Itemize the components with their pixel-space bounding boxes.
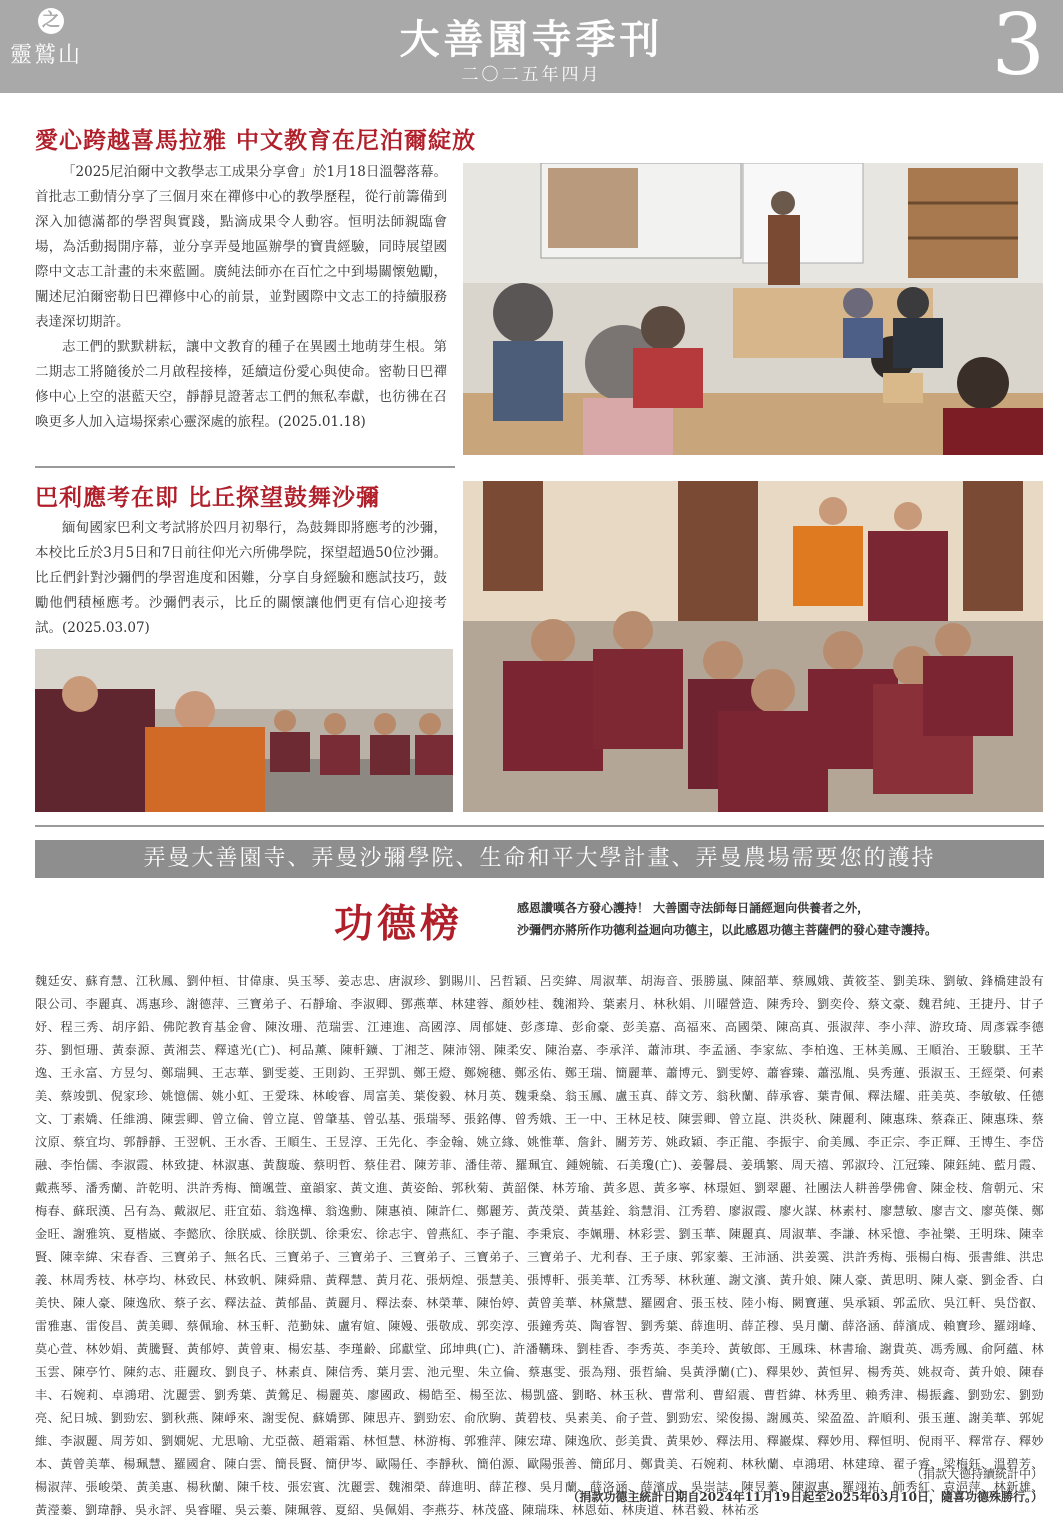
article2-paragraph-1: 緬甸國家巴利文考試將於四月初舉行，為鼓舞即將應考的沙彌，本校比丘於3月5日和7日前往仰光六所佛學院，探望超過50位沙彌。比丘們針對沙彌們的學習進度和困難，分享自身經驗和應試技巧，鼓勵他們積極應考。沙彌們表示，比丘的關懷讓他們更有信心迎接考試。(2025.03.07) — [35, 520, 447, 636]
article1-body — [35, 160, 447, 435]
logo-text: 靈鷲山 — [10, 43, 83, 68]
merit-gratitude-note — [517, 897, 1017, 941]
section-divider — [35, 825, 1044, 827]
masthead — [0, 0, 1063, 93]
merit-list-title: 功德榜 — [334, 901, 464, 947]
article-divider — [35, 466, 455, 468]
article2-title: 巴利應考在即 比丘探望鼓舞沙彌 — [35, 484, 381, 511]
ongoing-count-note: （捐款大德持續統計中） — [910, 1467, 1043, 1481]
page-number: 3 — [991, 0, 1045, 94]
article1-paragraph-2: 志工們的默默耕耘，讓中文教育的種子在異國土地萌芽生根。第二期志工將隨後於二月啟程接棒，延續這份愛心與使命。密勒日巴禪修中心上空的湛藍天空，靜靜見證著志工們的無私奉獻，也彷彿在召喚更多人加入這場探索心靈深處的旅程。(2025.01.18) — [35, 339, 447, 430]
support-banner: 弄曼大善園寺、弄曼沙彌學院、生命和平大學計畫、弄曼農場需要您的護持 — [35, 840, 1044, 878]
merit-note-line-1: 感恩讚嘆各方發心護持！ 大善園寺法師每日誦經迴向供養者之外， — [517, 901, 870, 915]
volunteer-sharing-photo — [463, 163, 1043, 455]
article1-paragraph-1: 「2025尼泊爾中文教學志工成果分享會」於1月18日溫馨落幕。首批志工動情分享了三個月來在禪修中心的教學歷程，從行前籌備到深入加德滿都的學習與實踐，點滴成果令人動容。恒明法師親臨會場，為活動揭開序幕，並分享弄曼地區辦學的寶貴經驗，同時展望國際中文志工計畫的未來藍圖。廣純法師亦在百忙之中到場關懷勉勵，闡述尼泊爾密勒日巴禪修中心的前景，並對國際中文志工的持續服務表達深切期許。 — [35, 164, 447, 330]
issue-date: 二〇二五年四月 — [461, 65, 602, 85]
donor-list: 魏廷安、蘇育慧、江秋鳳、劉仲桓、甘偉康、吳玉琴、姜志忠、唐淑珍、劉賜川、呂哲穎、呂奕緯、周淑華、胡海音、張勝嵐、陳韶華、蔡鳳娥、黃筱荃、劉美珠、劉敏、鋒橋建設有限公司、李麗真、馮惠珍、謝德萍、三寶弟子、石靜瑜、李淑卿、鄧燕華、林建蓉、顏妙桂、魏湘羚、葉素月、林秋娟、川曜營造、陳秀玲、劉奕伶、蔡文豪、魏君純、王捷丹、甘子妤、程三秀、胡序鉛、佛陀教育基金會、陳汝珊、范瑞雲、江連進、高國淳、周郁婕、彭彥瑋、彭俞豪、彭美嘉、高福來、高國榮、陳高真、張淑萍、李小萍、游玫琦、周彥霖李德芬、劉恒珊、黃泰源、黃湘芸、釋遠光(亡)、柯品薰、陳軒鑛、丁湘芝、陳沛翎、陳柔安、陳治嘉、李承洋、蕭沛琪、李孟涵、李家紘、李柏逸、王林美鳳、王順治、王駿騏、王芊逸、王永富、方昱匀、鄭瑞興、王志華、劉雯菱、王則鈞、王羿凱、鄭王燈、鄭婉穗、鄭丞佑、鄭王瑞、簡麗華、蕭博元、劉雯婷、蕭睿臻、蕭泓胤、吳秀蓮、張淑玉、王經榮、何素美、蔡竣凱、倪家珍、姚憶儒、姚小虹、王愛珠、林峻睿、周富美、葉俊毅、林月英、魏秉燊、翁玉鳳、盧玉真、薛文芳、翁秋蘭、薛承睿、葉青佩、釋法耀、莊美英、李敏敏、任德文、丁素嬌、任維鴻、陳雲卿、曾立倫、曾立崑、曾肇基、曾弘基、張瑞琴、張銘傳、曾秀娥、王一中、王林足枝、陳雲卿、曾立崑、洪炎秋、陳麗利、陳惠珠、蔡森正、陳惠珠、蔡汶原、蔡宜均、郭靜靜、王翌帆、王水香、王順生、王昱淳、王先化、李金翰、姚立緣、姚惟華、詹針、關芳芳、姚政穎、李正龍、李振宇、俞美鳳、李正宗、李正輝、王博生、李岱融、李怡儒、李淑霞、林致捷、林淑惠、黃馥璇、蔡明哲、蔡佳君、陳芳菲、潘佳蒂、羅珮宜、鍾婉毓、石美瓊(亡)、姜馨晨、姜瑀繁、周天禧、郭淑玲、江冠臻、陳鈺純、藍月霞、戴燕琴、潘秀蘭、許乾明、洪許秀梅、簡颯萱、童韻家、黃文進、黃姿飴、郭秋菊、黃韶傑、林芳瑜、黃多恩、黃多寧、林璟姮、劉翠麗、社團法人耕善學佛會、陳金枝、詹朝元、宋梅春、蘇珉漢、呂有為、戴淑尼、莊宜茹、翁逸樺、翁逸勳、陳惠禎、陳許仁、鄭麗芳、黃茂榮、黃基銓、翁慧涓、江秀碧、廖淑霞、廖火謀、林素村、廖慧敏、廖吉文、廖英傑、鄭金旺、謝雅筑、夏楷崴、李懿欣、徐朕威、徐朕凱、徐秉宏、徐志宇、曾燕紅、李子龍、李秉宸、李姵珊、林彩雲、劉玉華、陳麗真、周淑華、李謙、林采憶、李祉樂、王明珠、陳幸賢、陳幸緯、宋春香、三寶弟子、無名氏、三寶弟子、三寶弟子、三寶弟子、三寶弟子、三寶弟子、尤利春、王子康、郭家蓁、王沛涵、洪姜霙、洪許秀梅、張楊白梅、張書維、洪忠義、林周秀枝、林亭均、林致民、林致帆、陳舜鼎、黃釋慧、黃月花、張炳煌、張慧美、張博軒、張美華、江秀琴、林秋蓮、謝文濱、黃升娘、陳人豪、黃思明、陳人豪、劉金香、白美快、陳人豪、陳逸欣、蔡子玄、釋法益、黃郁晶、黃麗月、釋法泰、林榮華、陳怡婷、黃曾美華、林黛慧、羅國倉、張玉枝、陸小梅、闕寶蓮、吳承穎、郭孟欣、吳江軒、吳岱叡、雷雅惠、雷俊昌、黃美卿、蔡佩瑜、林玉軒、范勤妹、盧宥媗、陳嫚、張敬成、郭奕淳、張鐘秀英、陶睿智、劉秀葉、薛進明、薛芷穆、吳月蘭、薛洛涵、薛濱成、賴寶珍、羅翊峰、莫心萱、林妙娟、黃騰賢、黃郁婷、黃曾東、楊宏基、李瑾齡、邱獻堂、邱坤典(亡)、許潘韉珠、劉桂香、李秀英、李美玲、黃敏郎、王鳳珠、林書瑜、謝貴英、馮秀鳳、俞阿蘊、林玉雲、陳亭竹、陳約志、莊麗玫、劉良子、林素貞、陳信秀、葉月雲、池元聖、朱立倫、蔡惠雯、張為翔、張哲綸、吳黃淨蘭(亡)、釋果妙、黃恒昇、楊秀英、姚叔奇、黃升娘、陳春丰、石婉莉、卓鴻珺、沈麗雲、劉秀葉、黃鶯足、楊麗英、廖國政、楊皓至、楊至汯、楊凱盛、劉略、林玉秋、曹常利、曹紹震、曹哲緯、林秀里、賴秀津、楊振鑫、劉勁宏、劉勁亮、紀日城、劉勁宏、劉秋燕、陳崢來、謝雯倪、蘇嬌鄧、陳思卉、劉勁宏、俞欣駒、黃碧枝、吳素美、俞子萱、劉勁宏、梁俊揚、謝鳳英、梁盈盈、許順利、張玉蓮、謝美華、郭妮維、李淑麗、周芳如、劉嫺妮、尤思喻、尤亞薇、趙霜霜、林恒慧、林游梅、郭雅萍、陳宏瑋、陳逸欣、彭美貴、黃果妙、釋法用、釋巖煤、釋妙用、釋恒明、倪雨平、釋常存、釋妙本、黃曾美華、楊珮慧、羅國倉、陳白雲、簡長賢、簡伊岑、歐陽任、李靜秋、簡伯源、歐陽張善、簡邱月、鄭貴美、石婉莉、林秋蘭、卓鴻珺、林建璋、翟子睿、梁梅鈺、溫碧芳、楊淑萍、張峻榮、黃美惠、楊秋蘭、陳千枝、張宏賓、沈麗雲、魏湘榮、薛進明、薛芷穆、吳月蘭、薛洛涵、薛濱成、吳崇誌、陳昱蓁、陳淑惠、羅翊祐、師秀紅、袁浥萍、林新雄、黃瀅蓁、劉瑋靜、吳永評、吳睿曜、吳云蓁、陳珮蓉、夏紹、吳佩娟、李燕芬、林茂盛、陳瑞珠、林恩茹、林庚道、林君毅、林祐丞 — [35, 974, 1044, 1517]
monks-visit-photo — [463, 481, 1043, 812]
merit-note-line-2: 沙彌們亦將所作功德利益迴向功德主，以此感恩功德主菩薩們的發心建寺護持。 — [517, 923, 938, 937]
statistics-period-note: （捐款功德主統計日期自2024年11月19日起至2025年03月10日，隨喜功德殊勝行。） — [567, 1490, 1043, 1504]
publication-title: 大善園寺季刊 — [399, 16, 664, 63]
novices-assembly-photo — [35, 649, 453, 812]
article2-body — [35, 516, 447, 641]
article1-title: 愛心跨越喜馬拉雅 中文教育在尼泊爾綻放 — [35, 127, 477, 154]
logo-emblem-icon: 之 — [38, 8, 64, 34]
